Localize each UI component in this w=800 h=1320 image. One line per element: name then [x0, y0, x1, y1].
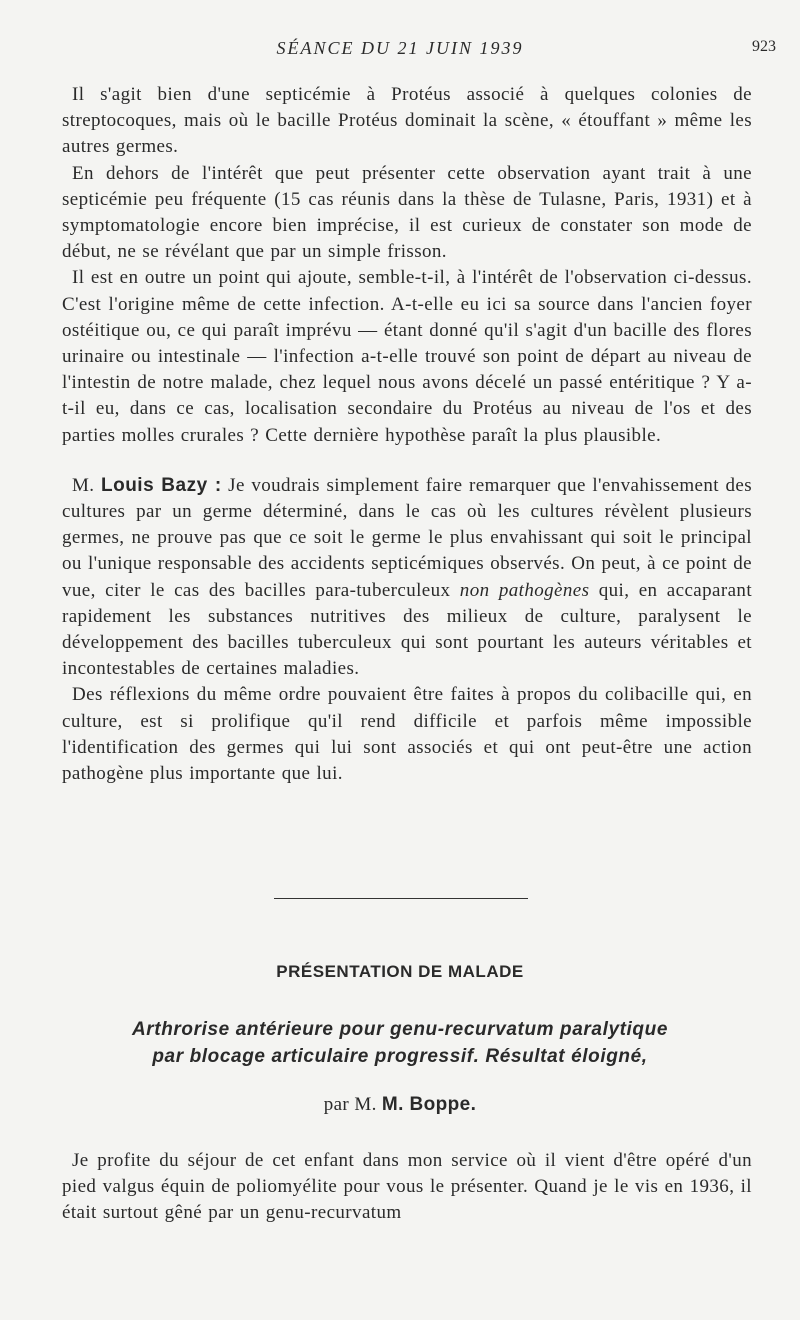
page-header	[0, 38, 800, 64]
paragraph: En dehors de l'intérêt que peut présenter cette observation ayant trait à une septicémie peu fréquente (15 cas réunis dans la thèse de Tulasne, Paris, 1931) et à symptomatologie encore bien imprécise, il est curieux de constater son mode de début, ne se révélant que par un simple frisson.	[62, 162, 752, 263]
article-title	[40, 1016, 760, 1070]
running-head: SÉANCE DU 21 JUIN 1939	[276, 38, 524, 58]
speaker-prefix: M.	[72, 474, 101, 496]
page-number: 923	[752, 38, 776, 55]
article-body	[62, 82, 752, 787]
byline	[0, 1094, 800, 1116]
section-heading: PRÉSENTATION DE MALADE	[276, 962, 524, 981]
article-opening	[62, 1148, 752, 1227]
discussion-text: Je voudrais simplement faire remarquer que l'envahissement des cultures par un germe déterminé, dans le cas où les cultures révèlent plusieurs germes, ne prouve pas que ce soit le germe le plus envahissant qui soit le principal ou l'unique responsable des accidents septicémiques observés. On peut, à ce point de vue, citer le cas des bacilles para-tuberculeux	[62, 474, 752, 601]
paragraph: Je profite du séjour de cet enfant dans mon service où il vient d'être opéré d'un pied valgus équin de poliomyélite pour vous le présenter. Quand je le vis en 1936, il était surtout gêné par un genu-recurvatum	[62, 1150, 752, 1224]
discussion-paragraph	[62, 473, 752, 683]
byline-prefix: par M.	[323, 1094, 382, 1115]
italic-phrase: non pathogènes	[459, 579, 590, 601]
title-line: Arthrorise antérieure pour genu-recurvatum paralytique	[131, 1019, 669, 1040]
discussion-text-cont: qui, en accaparant rapidement les substances nutritives des milieux de culture, paralysent le développement des bacilles tuberculeux qui sont pourtant les auteurs véritables et incontestables de certaines maladies.	[62, 579, 752, 680]
title-line: par blocage articulaire progressif. Résultat éloigné,	[152, 1046, 648, 1067]
byline-author: M. Boppe.	[381, 1094, 477, 1115]
paragraph: Il s'agit bien d'une septicémie à Protéus associé à quelques colonies de streptocoques, mais où le bacille Protéus dominait la scène, « étouffant » même les autres germes.	[62, 84, 752, 158]
discussion-paragraph-2: Des réflexions du même ordre pouvaient être faites à propos du colibacille qui, en culture, est si prolifique qu'il rend difficile et parfois même impossible l'identification des germes qui lui sont associés et qui ont peut-être une action pathogène plus importante que lui.	[62, 684, 752, 785]
speaker-name: Louis Bazy :	[100, 474, 222, 496]
section-divider	[274, 898, 528, 899]
paragraph: Il est en outre un point qui ajoute, semble-t-il, à l'intérêt de l'observation ci-dessus. C'est l'origine même de cette infection. A-t-elle eu ici sa source dans l'ancien foyer ostéitique ou, ce qui paraît imprévu — étant donné qu'il s'agit d'un bacille des flores urinaire ou intestinale — l'infection a-t-elle trouvé son point de départ au niveau de l'intestin de notre malade, chez lequel nous avons décelé un passé entéritique ? Y a-t-il eu, dans ce cas, localisation secondaire du Protéus au niveau de l'os et des parties molles crurales ? Cette dernière hypothèse paraît la plus plausible.	[62, 267, 752, 446]
